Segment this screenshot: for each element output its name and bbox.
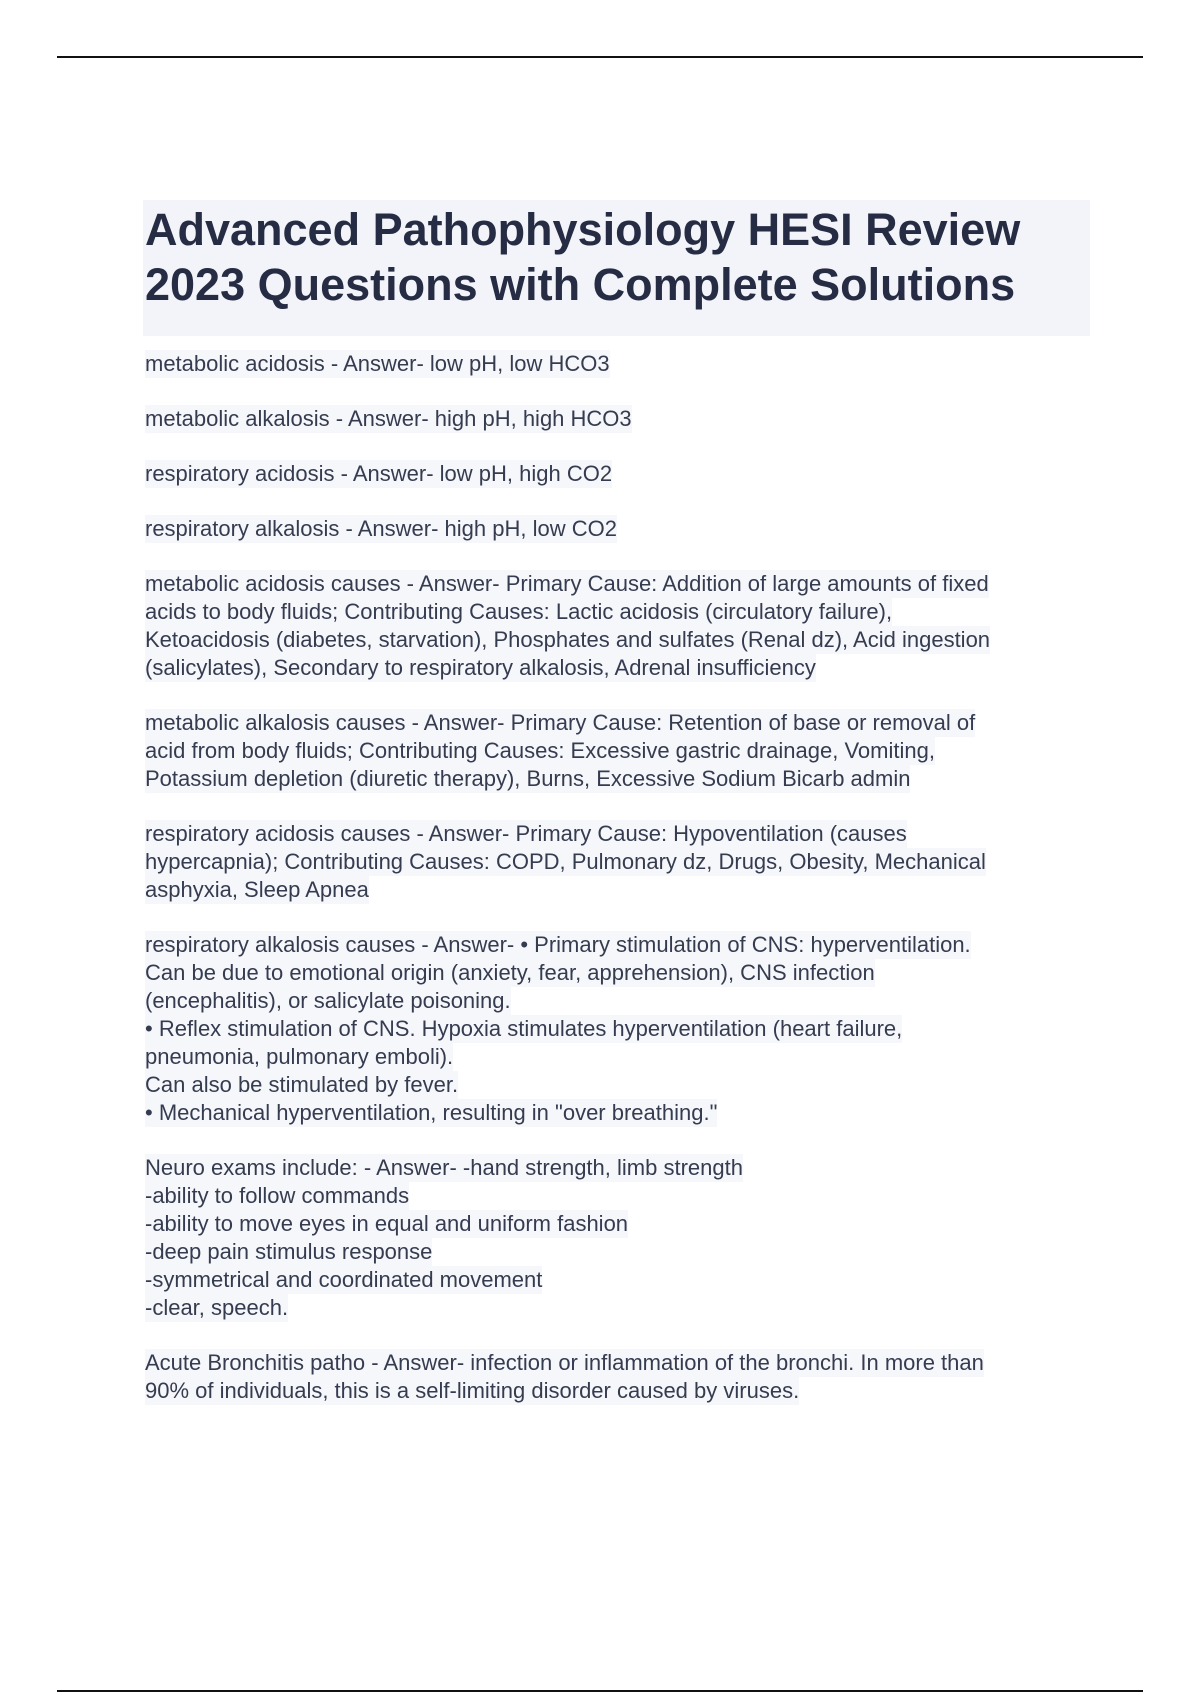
qa-entry-line: metabolic alkalosis - Answer- high pH, high HCO3 bbox=[145, 406, 632, 431]
qa-entry-line: • Reflex stimulation of CNS. Hypoxia stimulates hyperventilation (heart failure, bbox=[145, 1016, 903, 1041]
qa-entry-line: metabolic acidosis causes - Answer- Primary Cause: Addition of large amounts of fixed bbox=[145, 571, 989, 596]
qa-entry-line: (salicylates), Secondary to respiratory alkalosis, Adrenal insufficiency bbox=[145, 655, 816, 680]
qa-entry bbox=[145, 460, 1090, 488]
qa-entry bbox=[145, 931, 1090, 1127]
qa-entry-line: metabolic acidosis - Answer- low pH, low HCO3 bbox=[145, 351, 610, 376]
qa-entry-line: acid from body fluids; Contributing Causes: Excessive gastric drainage, Vomiting, bbox=[145, 738, 935, 763]
qa-entry-line: (encephalitis), or salicylate poisoning. bbox=[145, 988, 511, 1013]
qa-entry bbox=[145, 820, 1090, 904]
document-title bbox=[145, 202, 1086, 312]
qa-entry-line: asphyxia, Sleep Apnea bbox=[145, 877, 369, 902]
qa-list bbox=[145, 350, 1090, 1405]
qa-entry-line: respiratory acidosis - Answer- low pH, high CO2 bbox=[145, 461, 613, 486]
qa-entry-line: -ability to move eyes in equal and uniform fashion bbox=[145, 1211, 629, 1236]
document-title-line-1: Advanced Pathophysiology HESI Review bbox=[145, 204, 1021, 255]
bottom-rule bbox=[57, 1690, 1143, 1692]
qa-entry-line: Acute Bronchitis patho - Answer- infection or inflammation of the bronchi. In more than bbox=[145, 1350, 984, 1375]
qa-entry-line: Neuro exams include: - Answer- -hand strength, limb strength bbox=[145, 1155, 743, 1180]
qa-entry-line: Ketoacidosis (diabetes, starvation), Phosphates and sulfates (Renal dz), Acid ingestion bbox=[145, 627, 991, 652]
document-body bbox=[145, 200, 1090, 1432]
qa-entry-line: respiratory alkalosis causes - Answer- • Primary stimulation of CNS: hyperventilation. bbox=[145, 932, 971, 957]
qa-entry-line: -symmetrical and coordinated movement bbox=[145, 1267, 543, 1292]
qa-entry-line: • Mechanical hyperventilation, resulting in "over breathing." bbox=[145, 1100, 718, 1125]
qa-entry bbox=[145, 1154, 1090, 1322]
qa-entry bbox=[145, 515, 1090, 543]
qa-entry-line: Potassium depletion (diuretic therapy), Burns, Excessive Sodium Bicarb admin bbox=[145, 766, 911, 791]
document-title-line-2: 2023 Questions with Complete Solutions bbox=[145, 259, 1016, 310]
qa-entry-line: respiratory alkalosis - Answer- high pH, low CO2 bbox=[145, 516, 617, 541]
qa-entry bbox=[145, 570, 1090, 682]
qa-entry-line: -clear, speech. bbox=[145, 1295, 289, 1320]
qa-entry-line: pneumonia, pulmonary emboli). bbox=[145, 1044, 454, 1069]
qa-entry-line: metabolic alkalosis causes - Answer- Primary Cause: Retention of base or removal of bbox=[145, 710, 976, 735]
top-rule bbox=[57, 56, 1143, 58]
qa-entry bbox=[145, 1349, 1090, 1405]
qa-entry-line: Can be due to emotional origin (anxiety, fear, apprehension), CNS infection bbox=[145, 960, 875, 985]
qa-entry bbox=[145, 405, 1090, 433]
qa-entry-line: -ability to follow commands bbox=[145, 1183, 410, 1208]
title-block bbox=[143, 200, 1090, 336]
qa-entry-line: acids to body fluids; Contributing Causes: Lactic acidosis (circulatory failure), bbox=[145, 599, 893, 624]
qa-entry bbox=[145, 709, 1090, 793]
qa-entry-line: 90% of individuals, this is a self-limiting disorder caused by viruses. bbox=[145, 1378, 800, 1403]
qa-entry-line: respiratory acidosis causes - Answer- Primary Cause: Hypoventilation (causes bbox=[145, 821, 907, 846]
qa-entry-line: -deep pain stimulus response bbox=[145, 1239, 433, 1264]
qa-entry bbox=[145, 350, 1090, 378]
qa-entry-line: Can also be stimulated by fever. bbox=[145, 1072, 459, 1097]
qa-entry-line: hypercapnia); Contributing Causes: COPD, Pulmonary dz, Drugs, Obesity, Mechanical bbox=[145, 849, 986, 874]
